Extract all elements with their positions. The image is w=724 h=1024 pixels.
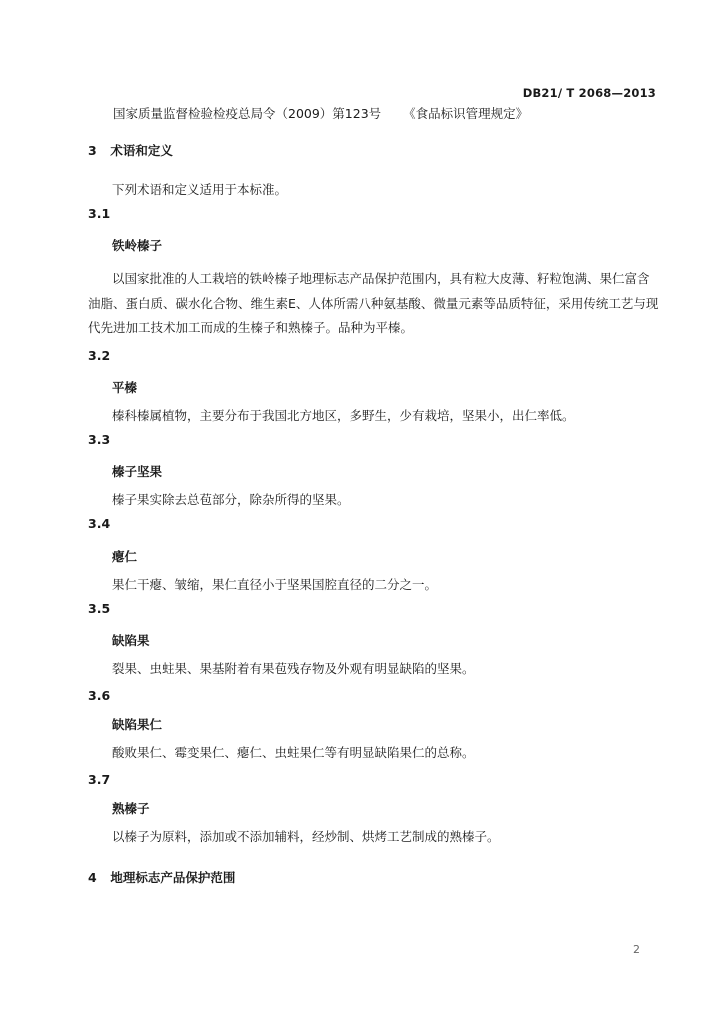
definition-3-4: 果仁干瘪、皱缩，果仁直径小于坚果国腔直径的二分之一。	[112, 577, 438, 592]
section-4-heading	[88, 868, 235, 886]
page-number: 2	[633, 943, 640, 956]
term-3-2: 平榛	[112, 380, 138, 395]
standard-code: DB21/ T 2068—2013	[522, 86, 656, 100]
definition-line: 以国家批准的人工栽培的铁岭榛子地理标志产品保护范围内，具有粒大皮薄、籽粒饱满、果仁富含	[112, 271, 650, 286]
clause-number-3-5: 3.5	[88, 601, 111, 616]
reference-title: 《食品标识管理规定》	[403, 106, 529, 121]
term-3-5: 缺陷果	[112, 633, 150, 648]
definition-3-7: 以榛子为原料，添加或不添加辅料，经炒制、烘烤工艺制成的熟榛子。	[112, 829, 500, 844]
clause-number-3-2: 3.2	[88, 348, 111, 363]
clause-number-3-6: 3.6	[88, 688, 111, 703]
section-number: 4	[88, 870, 97, 885]
definition-line: 代先进加工技术加工而成的生榛子和熟榛子。品种为平榛。	[88, 320, 414, 335]
term-3-3: 榛子坚果	[112, 464, 163, 479]
normative-reference	[113, 104, 528, 122]
term-3-1: 铁岭榛子	[112, 238, 163, 253]
definition-line: 油脂、蛋白质、碳水化合物、维生素E、人体所需八种氨基酸、微量元素等品质特征，采用传统工艺与现	[88, 295, 659, 311]
section-title: 地理标志产品保护范围	[110, 870, 236, 885]
clause-number-3-4: 3.4	[88, 516, 111, 531]
clause-number-3-3: 3.3	[88, 432, 111, 447]
term-3-6: 缺陷果仁	[112, 717, 163, 732]
clause-number-3-7: 3.7	[88, 772, 111, 787]
definition-3-6: 酸败果仁、霉变果仁、瘪仁、虫蛀果仁等有明显缺陷果仁的总称。	[112, 745, 475, 760]
definition-3-1	[88, 267, 660, 341]
section-title: 术语和定义	[110, 143, 173, 158]
reference-issuer: 国家质量监督检验检疫总局令（2009）第123号	[113, 106, 382, 121]
definition-3-2: 榛科榛属植物，主要分布于我国北方地区，多野生，少有栽培，坚果小，出仁率低。	[112, 408, 575, 423]
definition-3-3: 榛子果实除去总苞部分，除杂所得的坚果。	[112, 492, 350, 507]
section-number: 3	[88, 143, 97, 158]
term-3-7: 熟榛子	[112, 801, 150, 816]
definition-3-5: 裂果、虫蛀果、果基附着有果苞残存物及外观有明显缺陷的坚果。	[112, 661, 475, 676]
section-3-intro: 下列术语和定义适用于本标准。	[112, 182, 288, 197]
term-3-4: 瘪仁	[112, 549, 138, 564]
section-3-heading	[88, 141, 173, 159]
clause-number-3-1: 3.1	[88, 206, 111, 221]
